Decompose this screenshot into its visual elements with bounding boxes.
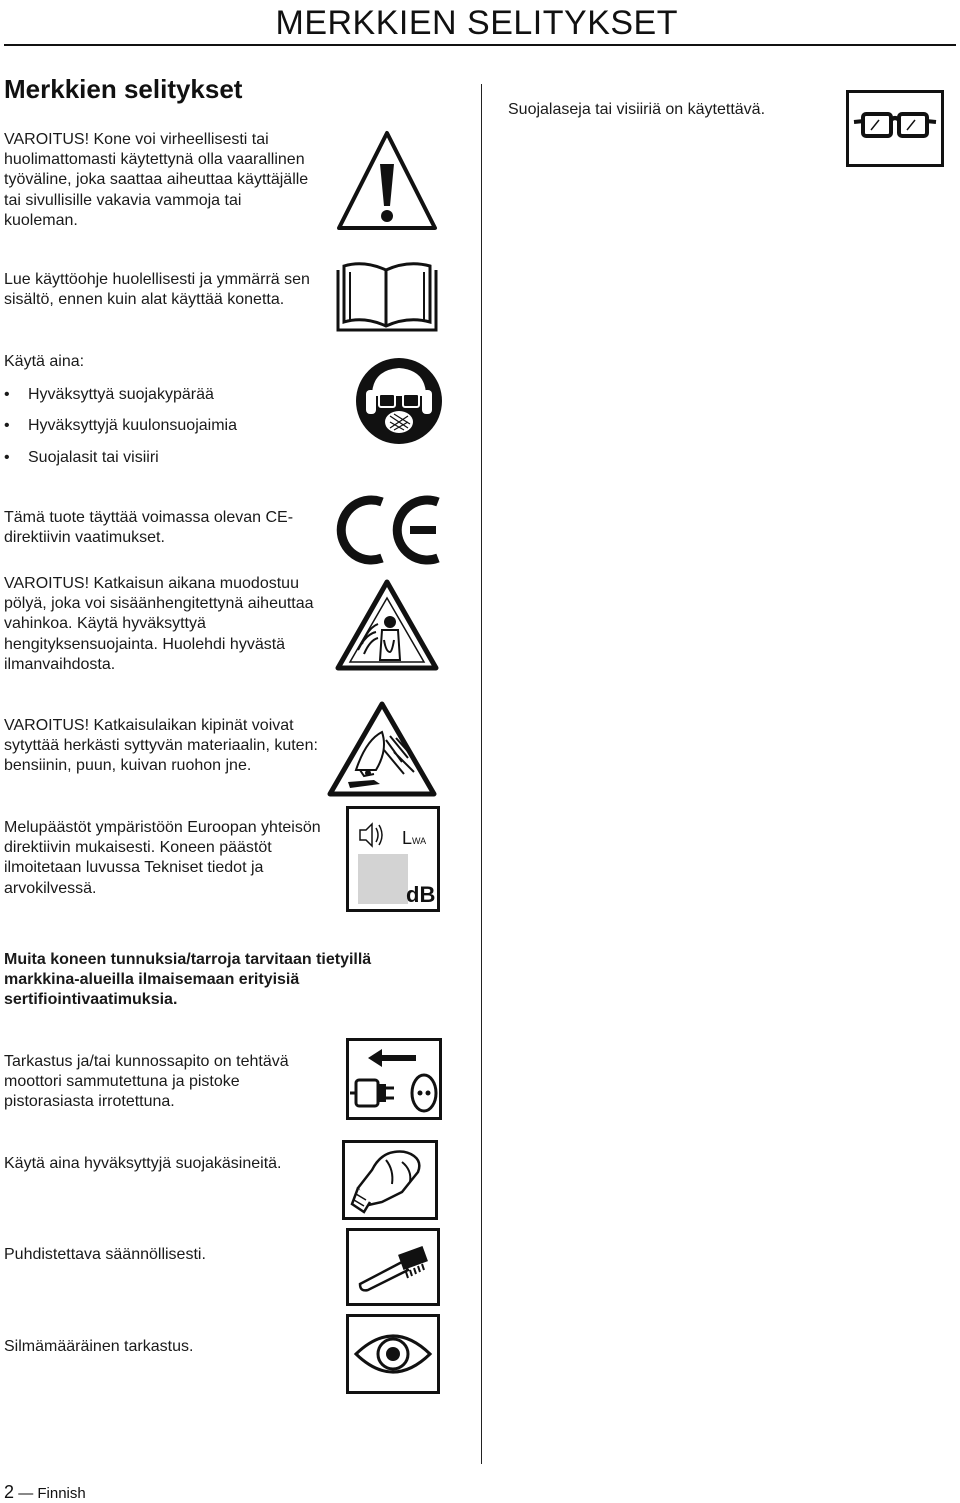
header-rule: [4, 44, 956, 46]
unplug-icon: [346, 1038, 442, 1120]
manual-book-icon: [334, 260, 440, 334]
dust-warning-icon: [334, 578, 440, 672]
read-manual-text: Lue käyttöohje huolellisesti ja ymmärrä sen sisältö, ennen kuin alat käyttää konetta.: [4, 271, 310, 309]
protective-equipment-icon: [354, 356, 444, 446]
always-use-label: Käytä aina:: [4, 353, 85, 370]
sparks-warning-text: VAROITUS! Katkaisulaikan kipinät voivat sytyttää herkästi syttyvän materiaalin, kuten: bensiinin, puun, kuivan ruohon jne.: [4, 717, 318, 775]
goggles-icon: [846, 90, 944, 167]
inspection-text: Tarkastus ja/tai kunnossapito on tehtävä moottori sammutettuna ja pistoke pistorasiasta irrotettuna.: [4, 1053, 289, 1111]
glove-icon: [342, 1140, 438, 1220]
dust-warning-text: VAROITUS! Katkaisun aikana muodostuu pölyä, joka voi sisäänhengitettynä aiheuttaa vahinkoa. Käytä hyväksyttyä hengityksensuojainta. Huolehdi hyvästä ilmanvaihdosta.: [4, 575, 314, 673]
brush-icon: [346, 1228, 440, 1306]
page-footer: [4, 1482, 86, 1503]
gloves-text: Käytä aina hyväksyttyjä suojakäsineitä.: [4, 1155, 282, 1172]
always-use-item: • Suojalasit tai visiiri: [4, 449, 159, 466]
noise-text: Melupäästöt ympäristöön Euroopan yhteisön direktiivin mukaisesti. Koneen päästöt ilmoitetaan luvussa Tekniset tiedot ja arvokilvessä.: [4, 819, 321, 897]
footer-language: Finnish: [37, 1485, 86, 1502]
warning-general-text: VAROITUS! Kone voi virheellisesti tai huolimattomasti käytettynä olla vaarallinen työväline, joka saattaa aiheuttaa käyttäjälle tai sivullisille vakavia vammoja tai kuoleman.: [4, 131, 309, 229]
lwa-label: L: [402, 828, 413, 848]
ce-mark-icon: [334, 494, 442, 566]
always-use-item: • Hyväksyttyä suojakypärää: [4, 386, 214, 403]
noise-label-icon: [346, 806, 440, 912]
warning-triangle-icon: [334, 128, 440, 234]
page-header-title: MERKKIEN SELITYKSET: [275, 4, 678, 42]
ce-text: Tämä tuote täyttää voimassa olevan CE-direktiivin vaatimukset.: [4, 509, 294, 547]
page-number: 2: [4, 1482, 15, 1502]
markets-text: Muita koneen tunnuksia/tarroja tarvitaan tietyillä markkina-alueilla ilmaisemaan erityisiä sertifiointivaatimuksia.: [4, 951, 372, 1009]
column-divider: [481, 84, 482, 1464]
always-use-item: • Hyväksyttyjä kuulonsuojaimia: [4, 417, 237, 434]
visual-inspection-text: Silmämääräinen tarkastus.: [4, 1338, 194, 1355]
section-heading: Merkkien selitykset: [4, 74, 243, 104]
lwa-subscript: WA: [412, 836, 427, 846]
sparks-warning-icon: [326, 700, 438, 798]
footer-dash: —: [18, 1485, 34, 1502]
goggles-text: Suojalaseja tai visiiriä on käytettävä.: [508, 101, 766, 118]
cleaning-text: Puhdistettava säännöllisesti.: [4, 1246, 206, 1263]
eye-icon: [346, 1314, 440, 1394]
db-label: dB: [406, 882, 436, 907]
